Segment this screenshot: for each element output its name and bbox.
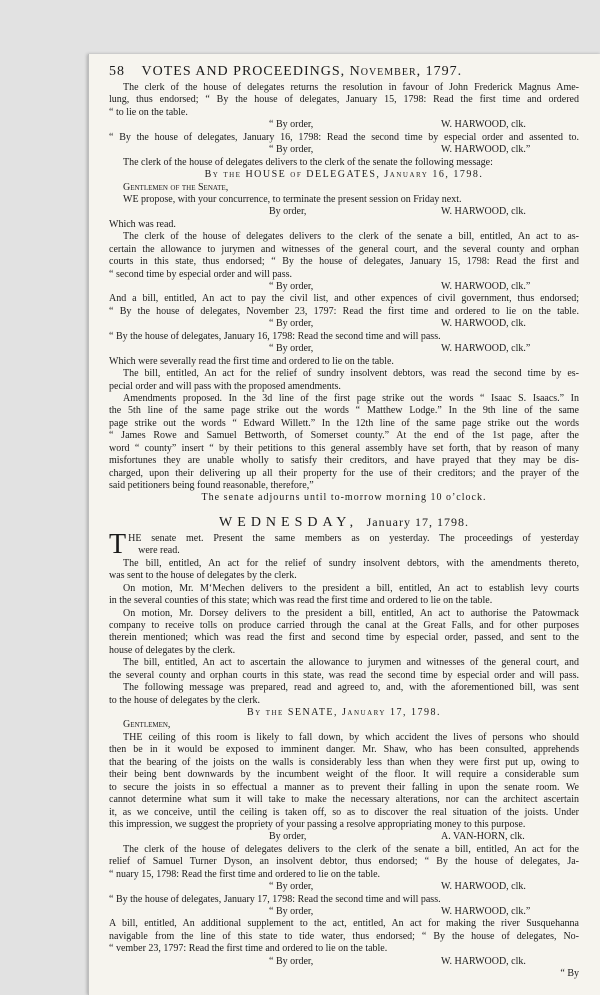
text-line: On motion, Mr. M‘Mechen delivers to the president a bill, entitled, An act to establish levy courts — [123, 582, 579, 594]
text-line: The following message was prepared, read and agreed to, and, with the aforementioned bill, was sent — [123, 682, 579, 694]
text-line: house of delegates by the clerk. — [109, 644, 236, 656]
text-line: “ nuary 15, 1798: Read the first time and ordered to lie on the table. — [109, 868, 381, 880]
text-line: THE ceiling of this room is likely to fall down, by which accident the lives of persons who should — [123, 731, 579, 743]
text-line: A bill, entitled, An additional supplement to the act, entitled, An act for making the river Susquehanna — [109, 918, 579, 930]
text-line: it, as we conceive, until the ceiling is taken off, so as to discover the real situation of the joists. Under — [109, 806, 579, 818]
document-page — [88, 54, 600, 995]
text-line: Gentlemen, — [123, 719, 171, 731]
by-order-text: “ By order, — [269, 906, 314, 917]
signature-line — [109, 318, 579, 330]
signature-line — [109, 906, 579, 918]
day-heading — [109, 511, 579, 533]
document-body — [109, 82, 579, 981]
text-line: “ James Rowe and Samuel Bettworth, of Somerset county.” At the end of the 1st page, after the — [109, 430, 579, 442]
clerk-signature: W. HARWOOD, clk.” — [441, 343, 531, 355]
text-line: “ By the house of delegates, January 16, 1798: Read the second time by especial order and assented to. — [109, 131, 579, 143]
centered-heading: By the SENATE, January 17, 1798. — [246, 707, 441, 718]
clerk-signature: W. HARWOOD, clk.” — [441, 144, 531, 156]
signature-line — [109, 343, 579, 355]
text-line: company to receive tolls on produce carried through the canal at the Great Falls, and for other purposes — [109, 619, 579, 631]
text-line: that the bearing of the joists on the walls is considerably less than when they were first put up, owing to — [109, 756, 579, 768]
text-line: WE propose, with your concurrence, to terminate the present session on Friday next. — [123, 193, 462, 205]
signature-line — [109, 956, 579, 968]
text-line: the 5th line of the same page strike out the words “ Matthew Lodge.” In the 9th line of the same — [109, 405, 579, 417]
text-line: therein mentioned; which was read the first and second time by especial order, passed, and sent to the — [109, 632, 579, 644]
text-line: to secure the joists in so effectual a manner as to prevent their falling in upon the senate room. We — [109, 781, 579, 793]
signature-line — [109, 206, 579, 218]
day-name: WEDNESDAY, — [219, 514, 359, 530]
text-line: pecial order and will pass with the proposed amendments. — [109, 380, 341, 392]
clerk-signature: W. HARWOOD, clk. — [441, 206, 526, 218]
text-line: word “ county” insert “ by their petitions to this general assembly have set forth, that by reason of many — [109, 442, 579, 454]
page-header — [109, 64, 579, 80]
text-line: The bill, entitled, An act for the relief of sundry insolvent debtors, was read the second time by es- — [123, 368, 579, 380]
text-line: Gentlemen of the Senate, — [123, 181, 229, 193]
text-line: said petitioners being found reasonable, therefore,” — [109, 480, 314, 491]
clerk-signature: A. VAN-HORN, clk. — [441, 831, 525, 843]
text-line: misfortunes they are unable wholly to satisfy their creditors, and have prayed that they may be dis- — [109, 455, 579, 467]
drop-cap-letter: T — [109, 528, 127, 560]
text-line: The clerk of the house of delegates delivers to the clerk of the senate the following message: — [123, 156, 493, 168]
text-line: “ By the house of delegates, January 17, 1798: Read the second time and will pass. — [109, 893, 441, 905]
signature-line — [109, 831, 579, 843]
running-title: VOTES AND PROCEEDINGS, November, 1797. — [141, 64, 463, 79]
text-line: On motion, Mr. Dorsey delivers to the president a bill, entitled, An act to authorise the Patowmack — [123, 607, 579, 619]
by-order-text: “ By order, — [269, 144, 314, 156]
text-line: “ By the house of delegates, January 16, 1798: Read the second time and will pass. — [109, 330, 441, 342]
text-line: lung, thus endorsed; “ By the house of delegates, January 15, 1798: Read the first time and ordered — [109, 94, 579, 106]
text-line: to the house of delegates by the clerk. — [109, 694, 261, 706]
by-order-text: By order, — [269, 831, 307, 843]
text-line: Which was read. — [109, 218, 176, 230]
clerk-signature: W. HARWOOD, clk. — [441, 881, 526, 893]
text-line: The clerk of the house of delegates delivers to the clerk of the senate a bill, entitled, An act for the — [123, 843, 579, 855]
text-line: cannot determine what sum it will take to make the necessary alterations, nor can the architect ascertain — [109, 794, 579, 806]
text-line: HE senate met. Present the same members as on yesterday. The proceedings of yesterday — [128, 532, 579, 544]
text-line: Which were severally read the first time and ordered to lie on the table. — [109, 355, 394, 367]
dropcap-paragraph — [109, 528, 579, 560]
by-order-text: “ By order, — [269, 343, 314, 355]
text-line: relief of Samuel Turner Dyson, an insolvent debtor, thus endorsed; “ By the house of delegates, Ja- — [109, 856, 579, 868]
text-line: the several county and orphan courts in this state, was read the second time by especial order and will pass. — [109, 669, 579, 681]
text-line: Amendments proposed. In the 3d line of the first page strike out the words “ Isaac S. Isaacs.” In — [123, 392, 579, 404]
text-line: was sent to the house of delegates by the clerk. — [109, 570, 297, 582]
text-line: page strike out the words “ Edward Willett.” In the 12th line of the same page strike out the words — [109, 417, 579, 429]
text-line: “ By the house of delegates, November 23, 1797: Read the first time and ordered to lie on the table. — [109, 305, 579, 317]
page-number: 58 — [109, 64, 125, 79]
text-line: The bill, entitled, An act to ascertain the allowance to jurymen and witnesses of the general court, and — [123, 657, 579, 669]
signature-line — [109, 119, 579, 131]
text-line: The clerk of the house of delegates returns the resolution in favour of John Frederick Magnus Ame- — [123, 82, 579, 93]
text-line: then be in it would be exposed to imminent danger. Mr. Shaw, who has been consulted, apprehends — [109, 744, 579, 756]
clerk-signature: W. HARWOOD, clk. — [441, 318, 526, 330]
text-line: “ to lie on the table. — [109, 106, 188, 118]
text-line: courts in this state, thus endorsed; “ By the house of delegates, January 15, 1798: Read the first and — [109, 256, 579, 268]
text-line: certain the allowance to jurymen and witnesses of the general court, and the several county and orphan — [109, 243, 579, 255]
text-line: navigable from the line of this state to tide water, thus endorsed; “ By the house of delegates, No- — [109, 930, 579, 942]
clerk-signature: W. HARWOOD, clk. — [441, 119, 526, 131]
text-line: “ second time by especial order and will pass. — [109, 268, 292, 280]
clerk-signature: W. HARWOOD, clk.” — [441, 281, 531, 292]
signature-line — [109, 144, 579, 156]
clerk-signature: W. HARWOOD, clk. — [441, 955, 526, 967]
clerk-signature: W. HARWOOD, clk.” — [441, 906, 531, 917]
signature-line — [109, 881, 579, 893]
by-order-text: “ By order, — [269, 881, 314, 893]
text-line: And a bill, entitled, An act to pay the civil list, and other expences of civil government, thus endorsed; — [109, 293, 579, 305]
by-order-text: “ By order, — [269, 281, 314, 292]
text-line: The clerk of the house of delegates delivers to the clerk of the senate a bill, entitled, An act to as- — [123, 231, 579, 243]
catchword: “ By — [560, 968, 579, 980]
by-order-text: By order, — [269, 206, 307, 218]
text-line: charged, upon their delivering up all their property for the use of their creditors; and the prayer of the — [109, 467, 579, 479]
text-line: their being bent downwards by the incumbent weight of the floor. It will require a considerable sum — [109, 769, 579, 781]
centered-heading: The senate adjourns until to-morrow morning 10 o’clock. — [201, 492, 487, 504]
text-line: The bill, entitled, An act for the relief of sundry insolvent debtors, with the amendments thereto, — [123, 557, 579, 569]
signature-line — [109, 281, 579, 293]
centered-heading: By the HOUSE of DELEGATES, January 16, 1798. — [204, 169, 484, 181]
day-date: January 17, 1798. — [366, 514, 469, 529]
text-line: in the several counties of this state; which was read the first time and ordered to lie on the table. — [109, 595, 493, 607]
text-line: “ vember 23, 1797: Read the first time and ordered to lie on the table. — [109, 943, 388, 955]
text-line: were read. — [138, 545, 180, 557]
by-order-text: “ By order, — [269, 318, 314, 330]
by-order-text: “ By order, — [269, 119, 314, 131]
text-line: this impression, we suggest the propriety of your passing a resolve appropriating money to this purpose. — [109, 818, 526, 830]
by-order-text: “ By order, — [269, 955, 314, 967]
